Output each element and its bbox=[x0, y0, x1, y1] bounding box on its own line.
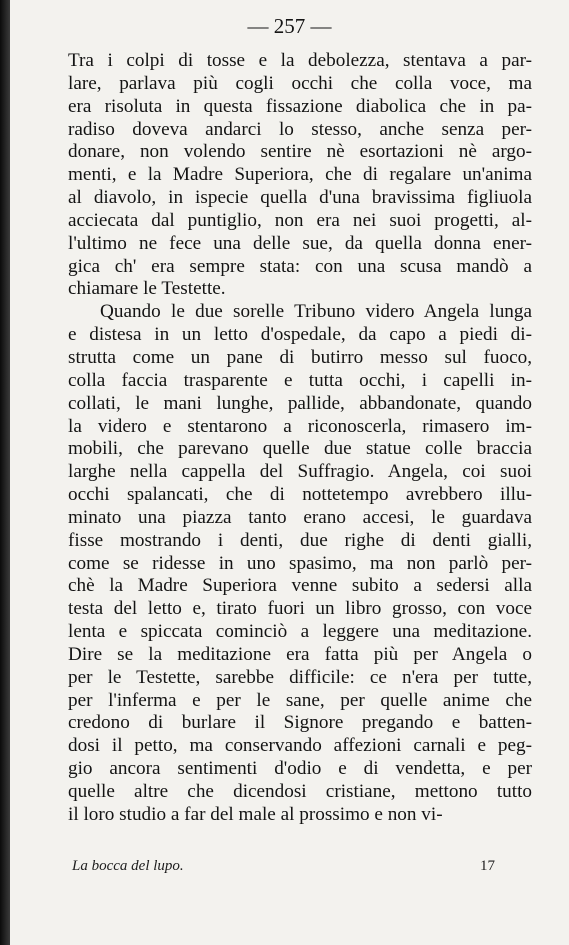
book-page bbox=[10, 0, 569, 945]
text-line: fisse mostrando i denti, due righe di denti gialli, bbox=[68, 529, 532, 551]
text-line: la videro e stentarono a riconoscerla, rimasero im- bbox=[68, 415, 532, 437]
footer-book-title: La bocca del lupo. bbox=[72, 858, 184, 874]
text-line: l'ultimo ne fece una delle sue, da quella donna ener- bbox=[68, 232, 532, 254]
text-line: donare, non volendo sentire nè esortazioni nè argo- bbox=[68, 141, 532, 163]
paragraph bbox=[68, 301, 532, 826]
text-line: acciecata dal puntiglio, non era nei suoi progetti, al- bbox=[68, 209, 532, 231]
text-line: minato una piazza tanto erano accesi, le guardava bbox=[68, 506, 532, 528]
text-line: Tra i colpi di tosse e la debolezza, stentava a par- bbox=[68, 50, 532, 71]
text-line: mobili, che parevano quelle due statue colle braccia bbox=[68, 438, 532, 460]
paragraph bbox=[68, 50, 532, 301]
text-line: era risoluta in questa fissazione diabolica che in pa- bbox=[68, 95, 532, 117]
text-line: collati, le mani lunghe, pallide, abbandonate, quando bbox=[68, 392, 532, 414]
text-line: gica ch' era sempre stata: con una scusa mandò a bbox=[68, 255, 532, 277]
text-line: per l'inferma e per le sane, per quelle anime che bbox=[68, 689, 532, 711]
book-spine-shadow bbox=[0, 0, 10, 945]
text-line: Dire se la meditazione era fatta più per Angela o bbox=[68, 643, 532, 665]
text-line: Quando le due sorelle Tribuno videro Angela lunga bbox=[100, 301, 532, 323]
text-line: al diavolo, in ispecie quella d'una bravissima figliuola bbox=[68, 187, 532, 209]
text-line: come se ridesse in uno spasimo, ma non parlò per- bbox=[68, 552, 532, 574]
text-line: per le Testette, sarebbe difficile: ce n'era per tutte, bbox=[68, 666, 532, 688]
text-line: e distesa in un letto d'ospedale, da capo a piedi di- bbox=[68, 324, 532, 346]
text-line: radiso doveva andarci lo stesso, anche senza per- bbox=[68, 118, 532, 140]
text-line: il loro studio a far del male al prossimo e non vi- bbox=[68, 803, 443, 825]
text-line: credono di burlare il Signore pregando e batten- bbox=[68, 712, 532, 734]
page-number: — 257 — bbox=[247, 14, 332, 38]
text-line: menti, e la Madre Superiora, che di regalare un'anima bbox=[68, 164, 532, 186]
text-line: lenta e spiccata cominciò a leggere una meditazione. bbox=[68, 621, 532, 643]
text-line: chè la Madre Superiora venne subito a sedersi alla bbox=[68, 575, 532, 597]
text-line: gio ancora sentimenti d'odio e di vendetta, e per bbox=[68, 758, 532, 780]
text-line: testa del letto e, tirato fuori un libro grosso, con voce bbox=[68, 598, 532, 620]
text-line: dosi il petto, ma conservando affezioni carnali e peg- bbox=[68, 735, 532, 757]
text-line: larghe nella cappella del Suffragio. Angela, coi suoi bbox=[68, 461, 532, 483]
text-line: occhi spalancati, che di nottetempo avrebbero illu- bbox=[68, 484, 532, 506]
text-line: strutta come un pane di butirro messo sul fuoco, bbox=[68, 346, 532, 368]
footer-signature-number: 17 bbox=[480, 858, 495, 874]
text-line: chiamare le Testette. bbox=[68, 278, 226, 300]
body-text bbox=[68, 50, 532, 827]
text-line: colla faccia trasparente e tutta occhi, i capelli in- bbox=[68, 369, 532, 391]
text-line: quelle altre che dicendosi cristiane, mettono tutto bbox=[68, 781, 532, 802]
text-line: lare, parlava più cogli occhi che colla voce, ma bbox=[68, 72, 532, 94]
